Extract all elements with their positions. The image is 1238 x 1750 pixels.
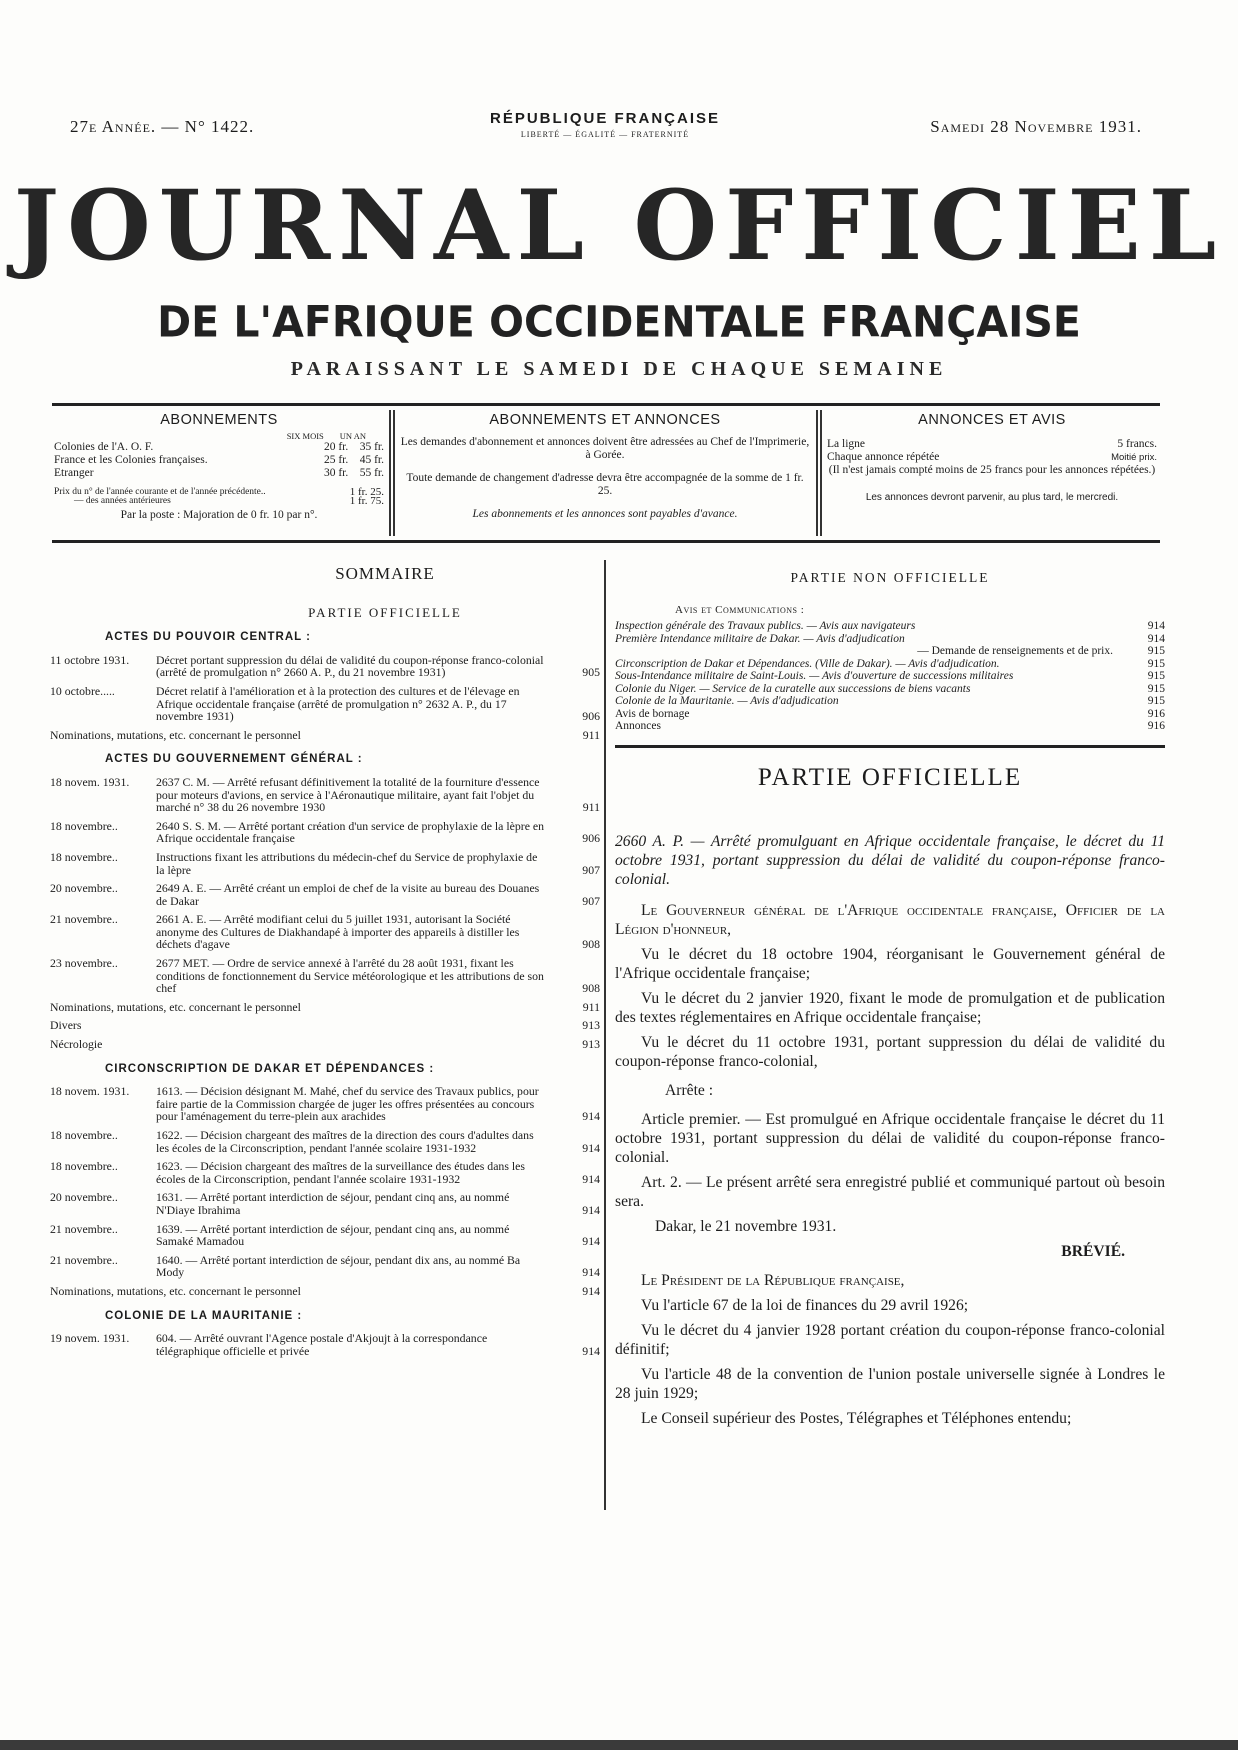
toc-entry: 11 octobre 1931. Décret portant suppression du délai de validité du coupon-réponse franco-colonial (arrêté de promulgation n° 2660 A. P., du 21 novembre 1931) 905 [50,652,600,680]
list-item: Colonie de la Mauritanie. — Avis d'adjudication 915 [615,695,1165,707]
arrete-label: Arrête : [665,1081,714,1099]
toc-entry: 19 novem. 1931. 604. — Arrêté ouvrant l'Agence postale d'Akjoujt à la correspondance télégraphique officielle et privée 914 [50,1331,600,1358]
ads-line-price: La ligne 5 francs. [827,438,1157,450]
toc-entry: Divers 913 [50,1018,600,1033]
ads-note: (Il n'est jamais compté moins de 25 francs pour les annonces répétées.) [828,464,1156,476]
signature: BRÉVIÉ. [1061,1242,1125,1260]
section-heading: ACTES DU GOUVERNEMENT GÉNÉRAL : [105,753,363,766]
column-divider [604,560,606,1510]
vu-clause: Le Conseil supérieur des Postes, Télégraphes et Téléphones entendu; [641,1409,1072,1427]
republic-motto: LIBERTÉ — ÉGALITÉ — FRATERNITÉ [520,130,690,139]
list-item: Annonces 916 [615,720,1165,732]
list-item: Première Intendance militaire de Dakar. — Avis d'adjudication 914 [615,632,1165,645]
governor-line: Le Gouverneur général de l'Afrique occidentale française, Officier de la Légion d'honneur, [615,901,1165,938]
list-item: Circonscription de Dakar et Dépendances. (Ville de Dakar). — Avis d'adjudication. 915 [615,657,1165,670]
toc-entry: 18 novembre.. 1623. — Décision chargeant des maîtres de la surveillance des études dans les écoles de la Circonscription, pendant l'année scolaire 1931-1932 914 [50,1159,600,1186]
toc-entry: Nécrologie 913 [50,1037,600,1052]
toc-entry: 18 novembre.. Instructions fixant les attributions du médecin-chef du Service de prophylaxie de la lèpre 907 [50,849,600,877]
list-item: Avis de bornage 916 [615,707,1165,720]
article-2: Art. 2. — Le présent arrêté sera enregistré publié et communiqué partout où besoin sera. [615,1173,1165,1210]
toc-entry: Nominations, mutations, etc. concernant le personnel 911 [50,727,600,742]
journal-subtitle: DE L'AFRIQUE OCCIDENTALE FRANÇAISE [157,296,1081,348]
toc-entry: 23 novembre.. 2677 MET. — Ordre de service annexé à l'arrêté du 28 août 1931, fixant les conditions de fonctionnement du Service météorologique et les attributions de son chef 908 [50,956,600,996]
scan-edge [0,1740,1238,1750]
issue-date: Samedi 28 Novembre 1931. [930,117,1142,136]
officielle-title: PARTIE OFFICIELLE [757,763,1023,791]
sub-row: France et les Colonies françaises. 25 fr. 45 fr. [54,454,384,466]
ads-column [827,410,1157,536]
list-item: Colonie du Niger. — Service de la curatelle aux successions de biens vacants 915 [615,682,1165,695]
price-previous: — des années antérieures 1 fr. 75. [74,495,384,507]
price-current: Prix du n° de l'année courante et de l'année précédente.. 1 fr. 25. [54,486,384,498]
sommaire-title: SOMMAIRE [335,564,435,583]
section-heading: COLONIE DE LA MAURITANIE : [105,1309,303,1322]
col-six-months: SIX MOIS [286,431,324,441]
subs-ads-column [400,410,810,536]
toc-entry: 21 novembre.. 1639. — Arrêté portant interdiction de séjour, pendant cinq ans, au nommé Samaké Mamadou 914 [50,1221,600,1249]
col-one-year: UN AN [339,431,366,441]
list-item: Sous-Intendance militaire de Saint-Louis. — Avis d'ouverture de successions militaires 915 [615,670,1165,682]
toc-entry: 18 novem. 1931. 2637 C. M. — Arrêté refusant définitivement la totalité de la fourniture d'essence pour moteurs d'avions, en service à l'Aéronautique militaire, ayant fait l'objet du marché n° 38 du 26 novembre 1930 911 [50,774,600,815]
decree-heading: 2660 A. P. — Arrêté promulguant en Afrique occidentale française, le décret du 11 octobre 1931, portant suppression du délai de validité du coupon-réponse franco-colonial. [615,832,1165,888]
journal-title: JOURNAL OFFICIEL [13,169,1225,282]
subs-ads-p2: Toute demande de changement d'adresse devra être accompagnée de la somme de 1 fr. 25. [406,472,804,497]
issue-number: 27e Année. — N° 1422. [70,117,255,136]
toc-entry: 18 novembre.. 1622. — Décision chargeant des maîtres de la direction des cours d'adultes dans les écoles de la Circonscription, pendant l'année scolaire 1931-1932 914 [50,1128,600,1155]
republic-heading: RÉPUBLIQUE FRANÇAISE [489,110,720,127]
vu-clause: Vu l'article 48 de la convention de l'union postale universelle signée à Londres le 28 juin 1929; [615,1365,1165,1402]
toc-entry: 21 novembre.. 1640. — Arrêté portant interdiction de séjour, pendant dix ans, au nommé Ba Mody 914 [50,1252,600,1280]
sub-row: Colonies de l'A. O. F. 20 fr. 35 fr. [54,441,384,453]
toc-entry: 18 novembre.. 2640 S. S. M. — Arrêté portant création d'un service de prophylaxie de la lèpre en Afrique occidentale française 906 [50,818,600,846]
list-item: Inspection générale des Travaux publics. — Avis aux navigateurs 914 [615,620,1165,632]
ads-heading: ANNONCES ET AVIS [918,412,1066,428]
republic-block [440,110,770,139]
subscription-box [52,403,1160,543]
subs-ads-p1: Les demandes d'abonnement et annonces doivent être adressées au Chef de l'Imprimerie, à Gorée. [400,436,810,461]
journal-tagline: PARAISSANT LE SAMEDI DE CHAQUE SEMAINE [290,358,948,380]
sommaire-column [50,564,600,1363]
divider-rule [615,745,1165,748]
toc-entry: Nominations, mutations, etc. concernant le personnel 914 [50,1283,600,1298]
place-date: Dakar, le 21 novembre 1931. [655,1217,837,1235]
vu-clause: Vu le décret du 4 janvier 1928 portant création du coupon-réponse franco-colonial définitif; [615,1321,1165,1358]
right-column [615,570,1165,1434]
subs-ads-heading: ABONNEMENTS ET ANNONCES [489,412,721,428]
ads-deadline: Les annonces devront parvenir, au plus tard, le mercredi. [865,492,1119,503]
postal-note: Par la poste : Majoration de 0 fr. 10 par n°. [120,509,318,521]
list-item: — Demande de renseignements et de prix. 915 [917,645,1165,657]
president-line: Le Président de la République française, [641,1271,905,1289]
vu-clause: Vu l'article 67 de la loi de finances du 29 avril 1926; [641,1296,969,1314]
sub-row: Etranger 30 fr. 55 fr. [54,467,384,479]
sommaire-partie: PARTIE OFFICIELLE [308,604,462,620]
vu-clause: Vu le décret du 18 octobre 1904, réorganisant le Gouvernement général de l'Afrique occidentale française; [615,945,1165,982]
vu-clause: Vu le décret du 11 octobre 1931, portant suppression du délai de validité du coupon-réponse franco-colonial, [615,1033,1165,1070]
non-officielle-title: PARTIE NON OFFICIELLE [790,570,990,585]
subscriptions-heading: ABONNEMENTS [160,412,278,428]
ads-repeat-price: Chaque annonce répétée Moitié prix. [827,451,1157,463]
subs-ads-p3: Les abonnements et les annonces sont payables d'avance. [472,508,738,520]
non-officielle-list [615,620,1165,733]
subscriptions-column [54,410,384,536]
toc-entry: 18 novem. 1931. 1613. — Décision désignant M. Mahé, chef du service des Travaux publics, pour faire partie de la Commission chargée de juger les offres présentées au concours pour l'aménagement du terre-plein aux arachides 914 [50,1084,600,1124]
article-1: Article premier. — Est promulgué en Afrique occidentale française le décret du 11 octobre 1931, portant suppression du délai de validité du coupon-réponse franco-colonial. [615,1110,1165,1166]
section-heading: CIRCONSCRIPTION DE DAKAR ET DÉPENDANCES : [105,1062,435,1075]
toc-entry: 20 novembre.. 2649 A. E. — Arrêté créant un emploi de chef de la visite au bureau des Douanes de Dakar 907 [50,881,600,908]
non-officielle-sub: Avis et Communications : [675,604,805,616]
section-heading: ACTES DU POUVOIR CENTRAL : [105,631,311,644]
vu-clause: Vu le décret du 2 janvier 1920, fixant le mode de promulgation et de publication des textes réglementaires en Afrique occidentale française; [615,989,1165,1026]
toc-entry: Nominations, mutations, etc. concernant le personnel 911 [50,999,600,1014]
toc-entry: 10 octobre..... Décret relatif à l'amélioration et à la protection des cultures et de l'élevage en Afrique occidentale française (arrêté de promulgation n° 2632 A. P., du 17 novembre 1931) 906 [50,683,600,724]
decree-body [615,832,1165,1428]
toc-entry: 20 novembre.. 1631. — Arrêté portant interdiction de séjour, pendant cinq ans, au nommé N'Diaye Ibrahima 914 [50,1190,600,1217]
toc-entry: 21 novembre.. 2661 A. E. — Arrêté modifiant celui du 5 juillet 1931, autorisant la Société anonyme des Cultures de Diakhandapé à importer des appareils à distiller les déchets d'agave 908 [50,912,600,952]
